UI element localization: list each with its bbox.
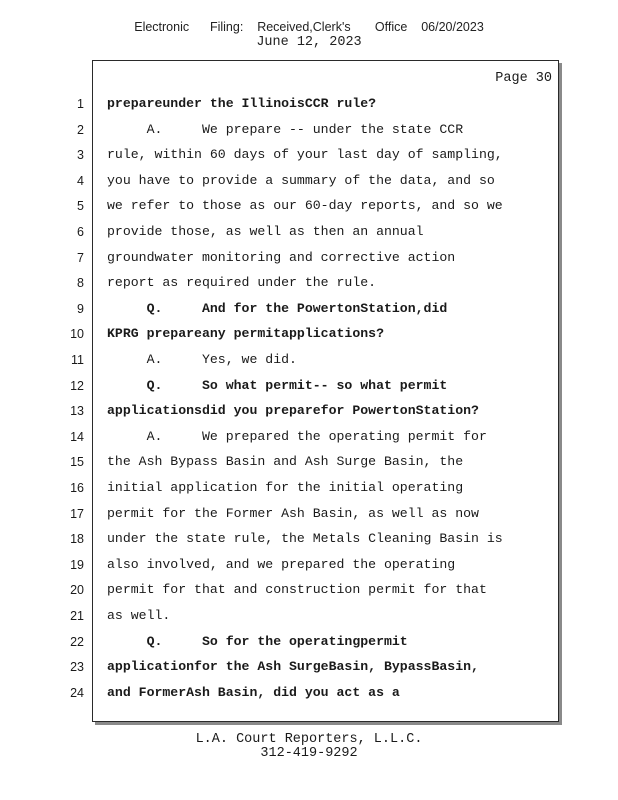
- line-text: applicationfor the Ash SurgeBasin, BypassBasin,: [107, 659, 479, 675]
- line-text: and FormerAsh Basin, did you act as a: [107, 684, 400, 700]
- line-text: permit for the Former Ash Basin, as well as now: [107, 505, 479, 521]
- line-number: 21: [70, 609, 84, 623]
- filing-stamp: Electronic Filing: Received,Clerk's Office 06/20/2023: [134, 20, 484, 34]
- transcript-date: June 12, 2023: [256, 35, 362, 50]
- line-text: we refer to those as our 60-day reports, and so we: [107, 198, 503, 214]
- line-number: 5: [77, 199, 84, 214]
- line-text: Q. And for the PowertonStation,did: [107, 300, 448, 316]
- line-text: KPRG prepareany permitapplications?: [107, 326, 384, 342]
- line-number: 24: [70, 685, 84, 700]
- line-text: groundwater monitoring and corrective action: [107, 249, 456, 265]
- line-number: 22: [70, 634, 84, 649]
- line-number: 6: [77, 225, 84, 239]
- line-text: Q. So for the operatingpermit: [107, 633, 408, 649]
- line-number: 1: [77, 97, 84, 111]
- line-text: A. We prepared the operating permit for: [107, 428, 487, 444]
- line-text: provide those, as well as then an annual: [107, 224, 424, 239]
- line-number: 2: [77, 122, 84, 137]
- line-number: 8: [77, 276, 84, 291]
- line-text: rule, within 60 days of your last day of sampling,: [107, 147, 503, 163]
- line-text: A. Yes, we did.: [107, 352, 297, 367]
- line-text: initial application for the initial operating: [107, 480, 464, 495]
- reporter-company: L.A. Court Reporters, L.L.C.: [195, 732, 423, 747]
- line-number: 14: [70, 429, 84, 444]
- line-text: permit for that and construction permit for that: [107, 582, 487, 598]
- line-number: 13: [70, 404, 84, 419]
- line-number: 15: [70, 455, 84, 470]
- line-number: 16: [70, 481, 84, 495]
- line-number: 4: [77, 173, 84, 188]
- line-text: report as required under the rule.: [107, 275, 377, 291]
- line-number: 9: [77, 301, 84, 316]
- footer: [0, 733, 618, 761]
- line-text: as well.: [107, 608, 171, 623]
- line-text: applicationsdid you preparefor PowertonStation?: [107, 403, 479, 419]
- line-number: 3: [77, 148, 84, 163]
- reporter-phone: 312-419-9292: [260, 746, 358, 761]
- line-number: 10: [70, 327, 84, 342]
- line-number: 19: [70, 557, 84, 572]
- line-number: 18: [70, 532, 84, 547]
- line-number: 23: [70, 660, 84, 675]
- line-text: under the state rule, the Metals Cleaning Basin is: [107, 531, 503, 547]
- line-text: the Ash Bypass Basin and Ash Surge Basin, the: [107, 454, 464, 470]
- line-text: also involved, and we prepared the operating: [107, 556, 456, 572]
- line-number: 17: [70, 506, 84, 521]
- line-text: you have to provide a summary of the data, and so: [107, 172, 495, 188]
- line-text: A. We prepare -- under the state CCR: [107, 121, 464, 137]
- line-text: prepareunder the IllinoisCCR rule?: [107, 96, 377, 111]
- line-number: 11: [71, 353, 84, 367]
- page-number: Page 30: [495, 71, 552, 86]
- line-text: Q. So what permit-- so what permit: [107, 377, 448, 393]
- line-number: 7: [77, 250, 84, 265]
- line-number: 12: [70, 378, 84, 393]
- line-number: 20: [70, 583, 84, 598]
